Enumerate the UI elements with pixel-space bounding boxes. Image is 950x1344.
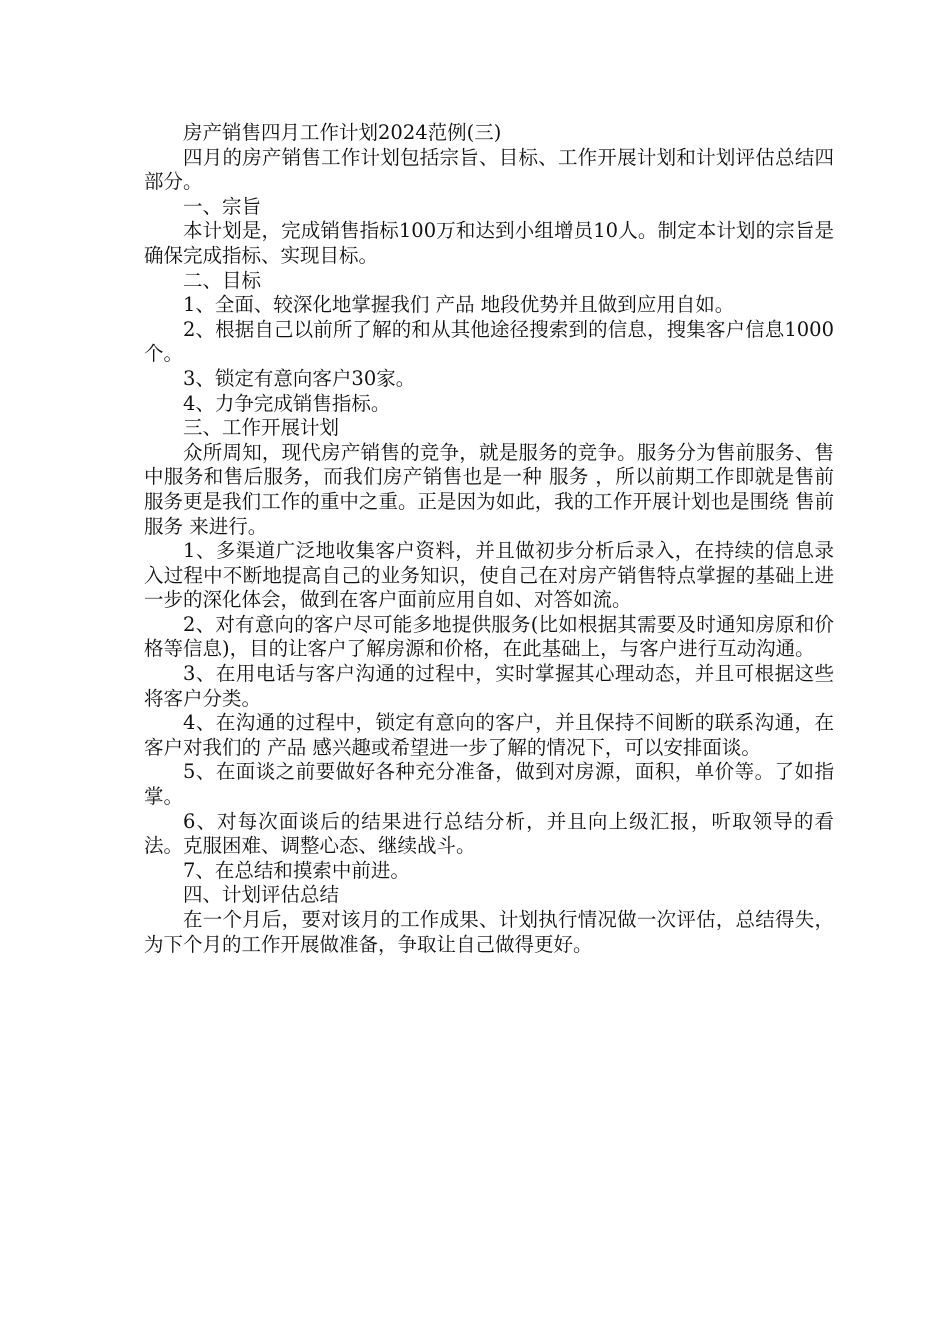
- document-title: 房产销售四月工作计划2024范例(三): [183, 121, 502, 144]
- intro-paragraph: 四月的房产销售工作计划包括宗旨、目标、工作开展计划和计划评估总结四部分。: [144, 145, 834, 194]
- goal-item-2: 2、根据自己以前所了解的和从其他途径搜索到的信息，搜集客户信息1000个。: [144, 317, 834, 366]
- work-plan-item-6: 6、对每次面谈后的结果进行总结分析，并且向上级汇报，听取领导的看法。克服困难、调整心态、继续战斗。: [144, 809, 834, 858]
- section-heading-goals: 二、目标: [183, 268, 262, 292]
- work-plan-item-7: 7、在总结和摸索中前进。: [183, 858, 410, 882]
- evaluation-paragraph: 在一个月后，要对该月的工作成果、计划执行情况做一次评估，总结得失，为下个月的工作开展做准备，争取让自己做得更好。: [144, 908, 834, 956]
- section-heading-purpose: 一、宗旨: [183, 194, 262, 218]
- goal-item-1: 1、全面、较深化地掌握我们 产品 地段优势并且做到应用自如。: [183, 293, 735, 317]
- goal-item-3: 3、锁定有意向客户30家。: [183, 366, 416, 390]
- work-plan-item-3: 3、在用电话与客户沟通的过程中，实时掌握其心理动态，并且可根据这些将客户分类。: [144, 662, 834, 710]
- goal-item-4: 4、力争完成销售指标。: [183, 391, 391, 415]
- purpose-paragraph: 本计划是，完成销售指标100万和达到小组增员10人。制定本计划的宗旨是确保完成指标、实现目标。: [144, 219, 834, 267]
- section-heading-evaluation: 四、计划评估总结: [183, 883, 340, 907]
- work-plan-item-1: 1、多渠道广泛地收集客户资料，并且做初步分析后录入，在持续的信息录入过程中不断地提高自己的业务知识，使自己在对房产销售特点掌握的基础上进一步的深化体会，做到在客户面前应用自如、对答如流。: [144, 539, 834, 612]
- document-body: [144, 121, 834, 957]
- work-plan-item-2: 2、对有意向的客户尽可能多地提供服务(比如根据其需要及时通知房原和价格等信息)，目的让客户了解房源和价格，在此基础上，与客户进行互动沟通。: [144, 612, 834, 661]
- work-plan-item-5: 5、在面谈之前要做好各种充分准备，做到对房源，面积，单价等。了如指掌。: [144, 760, 834, 809]
- work-plan-item-4: 4、在沟通的过程中，锁定有意向的客户，并且保持不间断的联系沟通，在客户对我们的 产品 感兴趣或希望进一步了解的情况下，可以安排面谈。: [144, 711, 834, 759]
- section-heading-work-plan: 三、工作开展计划: [183, 416, 340, 440]
- work-plan-intro: 众所周知，现代房产销售的竞争，就是服务的竞争。服务分为售前服务、售中服务和售后服务，而我们房产销售也是一种 服务 ，所以前期工作即就是售前服务更是我们工作的重中之重。正是因为如此，我的工作开展计划也是围绕 售前服务 来进行。: [144, 440, 834, 538]
